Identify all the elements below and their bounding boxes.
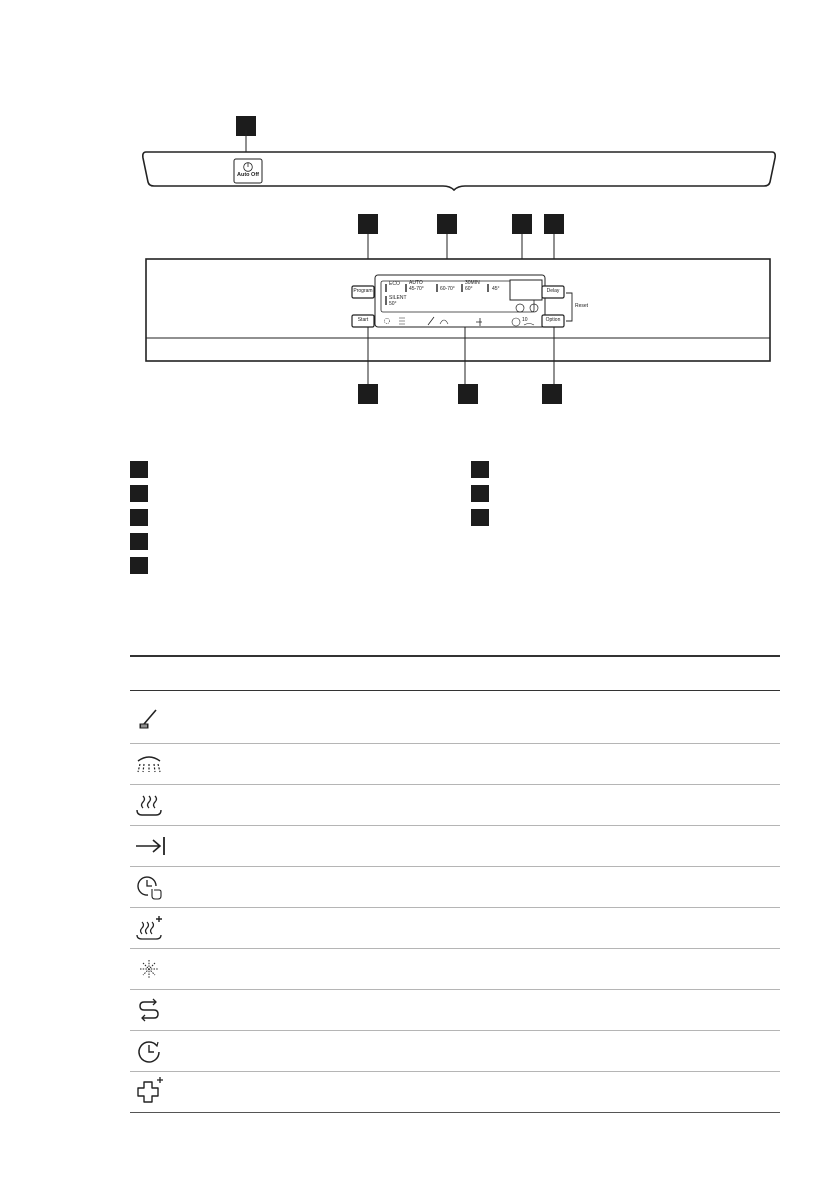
table-row xyxy=(130,949,780,990)
table-row xyxy=(130,867,780,908)
legend-marker-6 xyxy=(471,461,489,478)
table-row xyxy=(130,785,780,826)
legend-marker-4 xyxy=(130,533,148,550)
table-row xyxy=(130,826,780,867)
time-manager-icon xyxy=(130,867,170,908)
legend-marker-5 xyxy=(130,557,148,574)
legend-marker-2 xyxy=(130,485,148,502)
table-row xyxy=(130,691,780,744)
display-auto: AUTO 45-70° xyxy=(409,280,424,292)
display-intense: 60-70° xyxy=(440,286,455,292)
display-silent: SILENT 50° xyxy=(389,295,407,307)
display-30min: 30MIN 60° xyxy=(465,280,480,292)
callout-8 xyxy=(542,384,562,404)
spray-arms-icon xyxy=(130,744,170,785)
main-control-panel xyxy=(140,230,780,390)
legend-marker-1 xyxy=(130,461,148,478)
salt-regeneration-icon xyxy=(130,990,170,1031)
table-row xyxy=(130,908,780,949)
brush-icon xyxy=(130,691,170,744)
table-row xyxy=(130,744,780,785)
drying-icon xyxy=(130,785,170,826)
delay-button-label: Delay xyxy=(546,288,560,294)
table-row xyxy=(130,1072,780,1113)
delay-clock-icon xyxy=(130,1031,170,1072)
program-button-label: Program xyxy=(353,288,373,294)
legend-marker-7 xyxy=(471,485,489,502)
indicators-table xyxy=(130,655,780,1113)
table-header-row xyxy=(130,656,780,691)
display-extra-dry: 10 xyxy=(522,317,528,323)
rinse-aid-icon xyxy=(130,949,170,990)
extra-dry-icon xyxy=(130,908,170,949)
callout-7 xyxy=(458,384,478,404)
legend-marker-3 xyxy=(130,509,148,526)
callout-6 xyxy=(358,384,378,404)
machine-care-icon xyxy=(130,1072,170,1113)
display-glass: 45° xyxy=(492,286,500,292)
reset-label: Reset xyxy=(575,303,589,309)
table-row xyxy=(130,1031,780,1072)
auto-off-label: Auto Off xyxy=(237,172,259,178)
table-row xyxy=(130,990,780,1031)
option-button-label: Option xyxy=(545,317,561,323)
display-eco: ECO xyxy=(389,281,400,287)
end-arrow-icon xyxy=(130,826,170,867)
auto-off-button[interactable] xyxy=(234,159,262,183)
start-button-label: Start xyxy=(357,317,369,323)
legend-marker-8 xyxy=(471,509,489,526)
